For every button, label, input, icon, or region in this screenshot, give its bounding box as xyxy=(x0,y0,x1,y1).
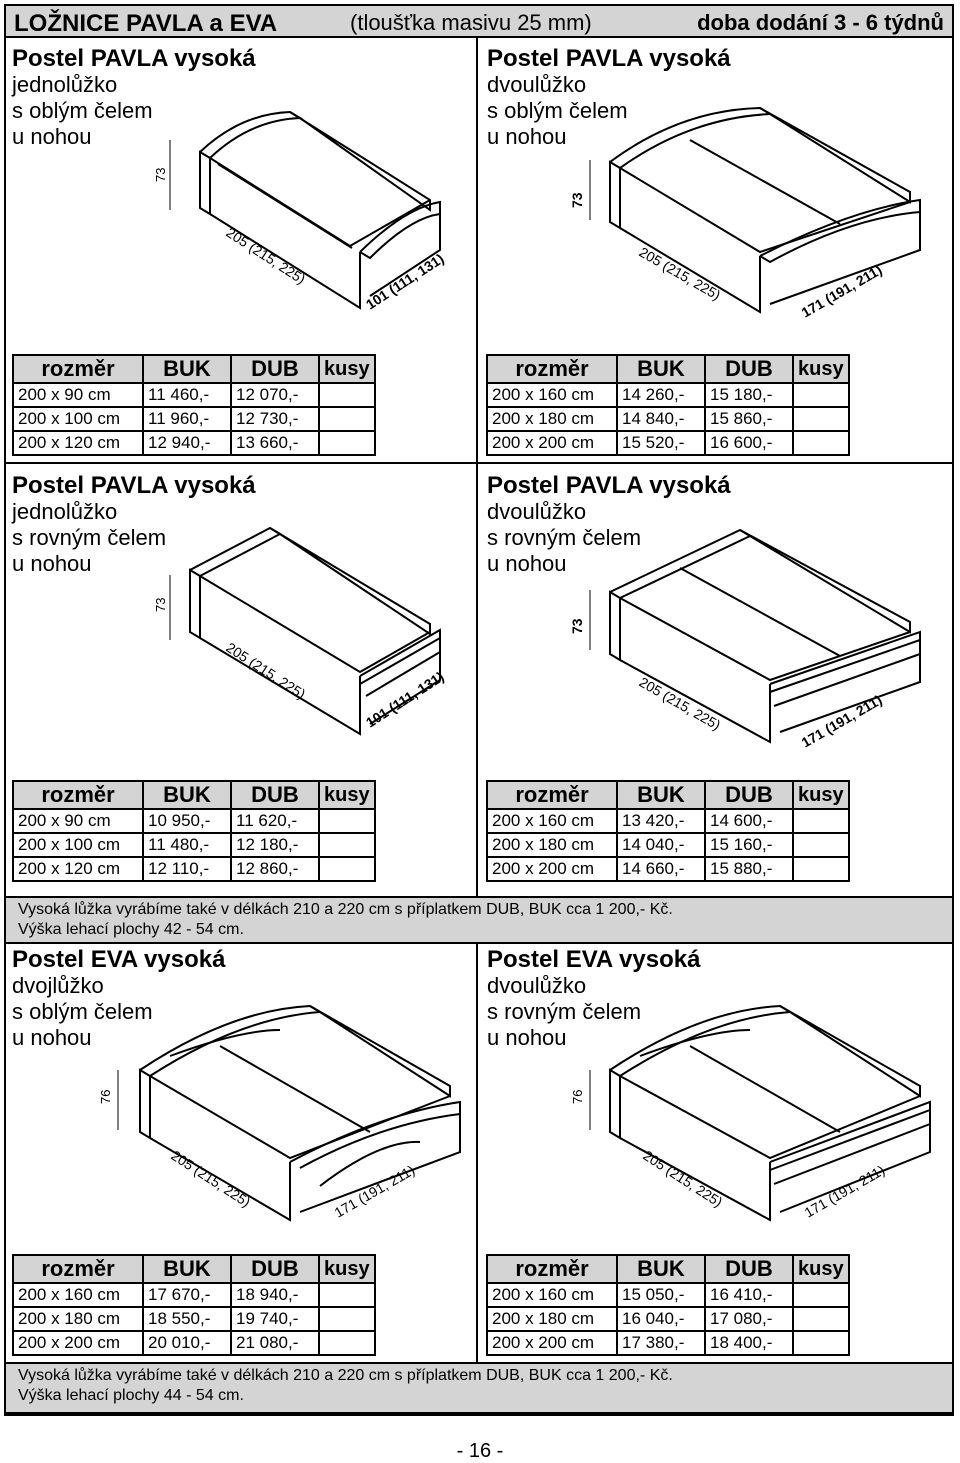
table-row xyxy=(487,1331,849,1355)
qty-cell[interactable] xyxy=(793,1331,849,1355)
product-title: Postel EVA vysoká xyxy=(12,946,226,973)
col-qty: kusy xyxy=(793,781,849,809)
table-row xyxy=(487,407,849,431)
buk-price: 20 010,- xyxy=(143,1331,231,1355)
qty-cell[interactable] xyxy=(793,1307,849,1331)
dub-price: 12 860,- xyxy=(231,857,319,881)
qty-cell[interactable] xyxy=(793,383,849,407)
qty-cell[interactable] xyxy=(319,1283,375,1307)
col-size: rozměr xyxy=(13,1255,143,1283)
dub-price: 19 740,- xyxy=(231,1307,319,1331)
table-row xyxy=(13,1283,375,1307)
col-size: rozměr xyxy=(487,781,617,809)
bed-drawing-eva-rounded xyxy=(80,990,470,1230)
row-divider xyxy=(4,462,954,464)
length-dim: 205 (215, 225) xyxy=(223,639,309,703)
material-note: (tloušťka masivu 25 mm) xyxy=(350,10,592,35)
table-header-row xyxy=(487,1255,849,1283)
size-cell: 200 x 200 cm xyxy=(487,857,617,881)
dub-price: 15 860,- xyxy=(705,407,793,431)
buk-price: 12 940,- xyxy=(143,431,231,455)
dub-price: 15 160,- xyxy=(705,833,793,857)
table-row xyxy=(13,431,375,455)
note-line: Výška lehací plochy 42 - 54 cm. xyxy=(18,921,244,938)
size-cell: 200 x 160 cm xyxy=(487,1283,617,1307)
dub-price: 14 600,- xyxy=(705,809,793,833)
page-header xyxy=(4,4,954,38)
product-headboard: s oblým čelem xyxy=(12,999,153,1024)
size-cell: 200 x 200 cm xyxy=(487,1331,617,1355)
product-position: u nohou xyxy=(12,124,92,149)
product-headboard: s oblým čelem xyxy=(12,98,153,123)
size-cell: 200 x 180 cm xyxy=(487,1307,617,1331)
product-type: dvojlůžko xyxy=(12,973,104,998)
qty-cell[interactable] xyxy=(319,1331,375,1355)
qty-cell[interactable] xyxy=(793,857,849,881)
price-table xyxy=(12,354,376,456)
table-row xyxy=(13,1307,375,1331)
dub-price: 15 180,- xyxy=(705,383,793,407)
col-dub: DUB xyxy=(231,355,319,383)
product-title: Postel EVA vysoká xyxy=(487,946,701,973)
size-cell: 200 x 160 cm xyxy=(13,1283,143,1307)
product-type: dvoulůžko xyxy=(487,973,587,998)
table-header-row xyxy=(487,781,849,809)
height-dim: 73 xyxy=(569,618,585,634)
price-table xyxy=(486,354,850,456)
product-position: u nohou xyxy=(487,124,567,149)
table-header-row xyxy=(13,781,375,809)
size-cell: 200 x 100 cm xyxy=(13,833,143,857)
qty-cell[interactable] xyxy=(793,833,849,857)
length-dim: 205 (215, 225) xyxy=(636,673,724,734)
size-cell: 200 x 160 cm xyxy=(487,809,617,833)
buk-price: 14 840,- xyxy=(617,407,705,431)
table-row xyxy=(487,857,849,881)
note-line: Vysoká lůžka vyrábíme také v délkách 210 a 220 cm s příplatkem DUB, BUK cca 1 200,- Kč. xyxy=(18,1367,673,1384)
product-position: u nohou xyxy=(487,551,567,576)
table-row xyxy=(487,809,849,833)
width-dim: 101 (111, 131) xyxy=(362,250,447,313)
product-type: dvoulůžko xyxy=(487,499,587,524)
price-table xyxy=(12,1254,376,1356)
product-title: Postel PAVLA vysoká xyxy=(487,472,731,499)
buk-price: 10 950,- xyxy=(143,809,231,833)
price-table xyxy=(486,1254,850,1356)
buk-price: 15 520,- xyxy=(617,431,705,455)
length-dim: 205 (215, 225) xyxy=(636,243,724,304)
note-line: Výška lehací plochy 44 - 54 cm. xyxy=(18,1387,244,1404)
width-dim: 171 (191, 211) xyxy=(801,1161,888,1221)
qty-cell[interactable] xyxy=(793,1283,849,1307)
col-qty: kusy xyxy=(793,1255,849,1283)
dub-price: 13 660,- xyxy=(231,431,319,455)
product-headboard: s rovným čelem xyxy=(487,999,642,1024)
table-row xyxy=(13,407,375,431)
col-buk: BUK xyxy=(143,355,231,383)
table-header-row xyxy=(13,1255,375,1283)
bed-drawing-eva-straight xyxy=(560,990,950,1230)
page-number: - 16 - xyxy=(456,1440,504,1462)
qty-cell[interactable] xyxy=(793,809,849,833)
qty-cell[interactable] xyxy=(793,431,849,455)
size-cell: 200 x 160 cm xyxy=(487,383,617,407)
qty-cell[interactable] xyxy=(319,857,375,881)
table-row xyxy=(487,383,849,407)
width-dim: 171 (191, 211) xyxy=(331,1161,418,1221)
product-headboard: s rovným čelem xyxy=(487,525,642,550)
qty-cell[interactable] xyxy=(319,833,375,857)
table-row xyxy=(487,833,849,857)
dub-price: 12 730,- xyxy=(231,407,319,431)
table-row xyxy=(13,383,375,407)
col-qty: kusy xyxy=(319,781,375,809)
col-dub: DUB xyxy=(231,781,319,809)
dub-price: 18 400,- xyxy=(705,1331,793,1355)
col-buk: BUK xyxy=(143,1255,231,1283)
qty-cell[interactable] xyxy=(319,383,375,407)
width-dim: 171 (191, 211) xyxy=(798,691,885,751)
length-note xyxy=(6,1362,952,1414)
col-size: rozměr xyxy=(487,1255,617,1283)
length-dim: 205 (215, 225) xyxy=(640,1147,726,1211)
bed-drawing-single-rounded xyxy=(130,90,470,330)
size-cell: 200 x 90 cm xyxy=(13,809,143,833)
dub-price: 11 620,- xyxy=(231,809,319,833)
height-dim: 76 xyxy=(570,1089,585,1104)
col-size: rozměr xyxy=(13,355,143,383)
height-dim: 73 xyxy=(153,167,168,182)
note-line: Vysoká lůžka vyrábíme také v délkách 210 a 220 cm s příplatkem DUB, BUK cca 1 200,- Kč. xyxy=(18,901,673,918)
dub-price: 17 080,- xyxy=(705,1307,793,1331)
table-row xyxy=(13,857,375,881)
qty-cell[interactable] xyxy=(319,1307,375,1331)
size-cell: 200 x 120 cm xyxy=(13,431,143,455)
length-dim: 205 (215, 225) xyxy=(223,224,309,288)
size-cell: 200 x 100 cm xyxy=(13,407,143,431)
dub-price: 12 180,- xyxy=(231,833,319,857)
col-qty: kusy xyxy=(319,355,375,383)
buk-price: 13 420,- xyxy=(617,809,705,833)
col-dub: DUB xyxy=(231,1255,319,1283)
buk-price: 16 040,- xyxy=(617,1307,705,1331)
dub-price: 12 070,- xyxy=(231,383,319,407)
product-title: Postel PAVLA vysoká xyxy=(12,472,256,499)
delivery-time: doba dodání 3 - 6 týdnů xyxy=(697,10,944,35)
col-buk: BUK xyxy=(617,781,705,809)
col-buk: BUK xyxy=(617,1255,705,1283)
product-position: u nohou xyxy=(487,1025,567,1050)
table-header-row xyxy=(487,355,849,383)
width-dim: 101 (111, 131) xyxy=(362,668,447,731)
col-size: rozměr xyxy=(13,781,143,809)
size-cell: 200 x 90 cm xyxy=(13,383,143,407)
product-type: jednolůžko xyxy=(12,72,118,97)
length-note xyxy=(6,896,952,944)
price-table xyxy=(486,780,850,882)
size-cell: 200 x 200 cm xyxy=(487,431,617,455)
product-position: u nohou xyxy=(12,1025,92,1050)
size-cell: 200 x 180 cm xyxy=(487,407,617,431)
col-dub: DUB xyxy=(705,1255,793,1283)
dub-price: 21 080,- xyxy=(231,1331,319,1355)
buk-price: 18 550,- xyxy=(143,1307,231,1331)
table-row xyxy=(487,1283,849,1307)
col-size: rozměr xyxy=(487,355,617,383)
bed-drawing-double-straight xyxy=(560,520,950,760)
qty-cell[interactable] xyxy=(319,809,375,833)
price-table xyxy=(12,780,376,882)
width-dim: 171 (191, 211) xyxy=(798,261,885,321)
bed-drawing-double-rounded xyxy=(560,90,950,330)
table-row xyxy=(13,833,375,857)
size-cell: 200 x 180 cm xyxy=(487,833,617,857)
col-qty: kusy xyxy=(319,1255,375,1283)
length-dim: 205 (215, 225) xyxy=(168,1147,254,1211)
buk-price: 11 460,- xyxy=(143,383,231,407)
table-row xyxy=(487,431,849,455)
buk-price: 14 040,- xyxy=(617,833,705,857)
dub-price: 15 880,- xyxy=(705,857,793,881)
buk-price: 11 960,- xyxy=(143,407,231,431)
col-dub: DUB xyxy=(705,355,793,383)
col-buk: BUK xyxy=(143,781,231,809)
height-dim: 73 xyxy=(569,192,585,208)
qty-cell[interactable] xyxy=(319,407,375,431)
product-headboard: s oblým čelem xyxy=(487,98,628,123)
product-type: jednolůžko xyxy=(12,499,118,524)
table-row xyxy=(487,1307,849,1331)
height-dim: 73 xyxy=(153,597,168,612)
catalog-title: LOŽNICE PAVLA a EVA xyxy=(14,10,278,37)
dub-price: 16 600,- xyxy=(705,431,793,455)
buk-price: 14 260,- xyxy=(617,383,705,407)
qty-cell[interactable] xyxy=(319,431,375,455)
column-divider xyxy=(476,944,478,1362)
product-position: u nohou xyxy=(12,551,92,576)
buk-price: 17 380,- xyxy=(617,1331,705,1355)
column-divider xyxy=(476,464,478,896)
size-cell: 200 x 200 cm xyxy=(13,1331,143,1355)
buk-price: 12 110,- xyxy=(143,857,231,881)
col-buk: BUK xyxy=(617,355,705,383)
table-header-row xyxy=(13,355,375,383)
product-type: dvoulůžko xyxy=(487,72,587,97)
table-row xyxy=(13,1331,375,1355)
height-dim: 76 xyxy=(98,1089,113,1104)
column-divider xyxy=(476,36,478,462)
size-cell: 200 x 120 cm xyxy=(13,857,143,881)
buk-price: 14 660,- xyxy=(617,857,705,881)
buk-price: 15 050,- xyxy=(617,1283,705,1307)
buk-price: 17 670,- xyxy=(143,1283,231,1307)
product-headboard: s rovným čelem xyxy=(12,525,167,550)
col-qty: kusy xyxy=(793,355,849,383)
size-cell: 200 x 180 cm xyxy=(13,1307,143,1331)
table-row xyxy=(13,809,375,833)
qty-cell[interactable] xyxy=(793,407,849,431)
buk-price: 11 480,- xyxy=(143,833,231,857)
col-dub: DUB xyxy=(705,781,793,809)
dub-price: 16 410,- xyxy=(705,1283,793,1307)
bed-drawing-single-straight xyxy=(130,520,470,760)
dub-price: 18 940,- xyxy=(231,1283,319,1307)
product-title: Postel PAVLA vysoká xyxy=(12,45,256,72)
product-title: Postel PAVLA vysoká xyxy=(487,45,731,72)
